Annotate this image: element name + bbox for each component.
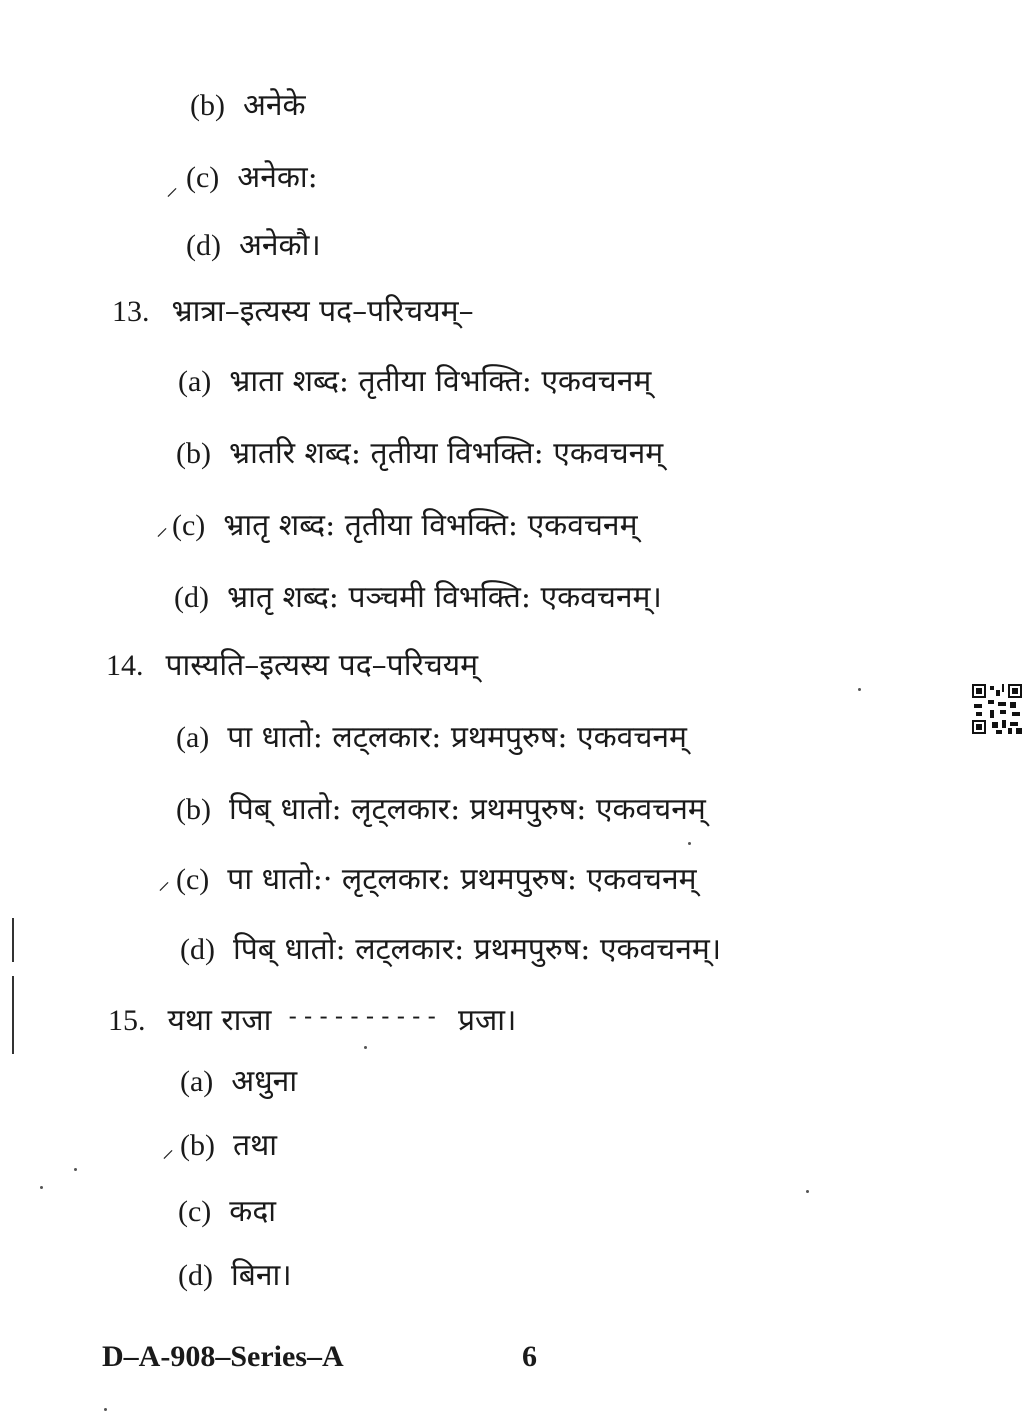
q15-option-c: (c) कदा [178, 1194, 277, 1229]
tick-mark-icon: ⸝ [156, 513, 168, 541]
q14-option-a: (a) पा धातो: लट्लकार: प्रथमपुरुष: एकवचनम् [176, 720, 687, 755]
scan-mark [12, 918, 14, 962]
scan-speck [104, 1408, 107, 1411]
q14-option-c: (c) पा धातो:· लृट्लकार: प्रथमपुरुष: एकवचनम् [176, 862, 697, 897]
q12-option-d: (d) अनेकौ। [186, 228, 321, 263]
q14-option-b: (b) पिब् धातो: लृट्लकार: प्रथमपुरुष: एकवचनम् [176, 792, 706, 827]
q13-option-a: (a) भ्राता शब्द: तृतीया विभक्ति: एकवचनम् [178, 364, 652, 399]
question-15: 15. यथा राजा ---------- प्रजा। [108, 996, 516, 1041]
question-13: 13. भ्रात्रा–इत्यस्य पद–परिचयम्– [112, 294, 474, 329]
q12-option-b: (b) अनेके [190, 88, 306, 123]
q15-option-b: (b) तथा [180, 1128, 278, 1163]
scan-speck [364, 1046, 367, 1049]
scan-speck [40, 1186, 43, 1189]
question-14: 14. पास्यति–इत्यस्य पद–परिचयम् [106, 648, 479, 683]
page-number: 6 [522, 1340, 537, 1373]
q15-option-d: (d) बिना। [178, 1258, 292, 1293]
tick-mark-icon: ⸝ [158, 867, 170, 895]
qr-code-icon [972, 684, 1022, 734]
scan-speck [74, 1168, 77, 1171]
scan-mark [12, 976, 14, 1054]
tick-mark-icon: ⸝ [162, 1135, 174, 1163]
q13-option-d: (d) भ्रातृ शब्द: पञ्चमी विभक्ति: एकवचनम्। [174, 580, 662, 615]
answer-blank: ---------- [285, 1002, 440, 1030]
scan-speck [806, 1190, 809, 1193]
q13-option-b: (b) भ्रातरि शब्द: तृतीया विभक्ति: एकवचनम् [176, 436, 664, 471]
tick-mark-icon: ⸝ [166, 173, 178, 201]
q13-option-c: (c) भ्रातृ शब्द: तृतीया विभक्ति: एकवचनम् [172, 508, 638, 543]
scan-speck [688, 842, 691, 845]
q12-option-c: (c) अनेका: [186, 160, 318, 195]
q15-option-a: (a) अधुना [180, 1064, 298, 1099]
q14-option-d: (d) पिब् धातो: लट्लकार: प्रथमपुरुष: एकवचनम्। [180, 932, 722, 967]
paper-code: D–A-908–Series–A [102, 1340, 344, 1373]
scan-speck [858, 688, 861, 691]
